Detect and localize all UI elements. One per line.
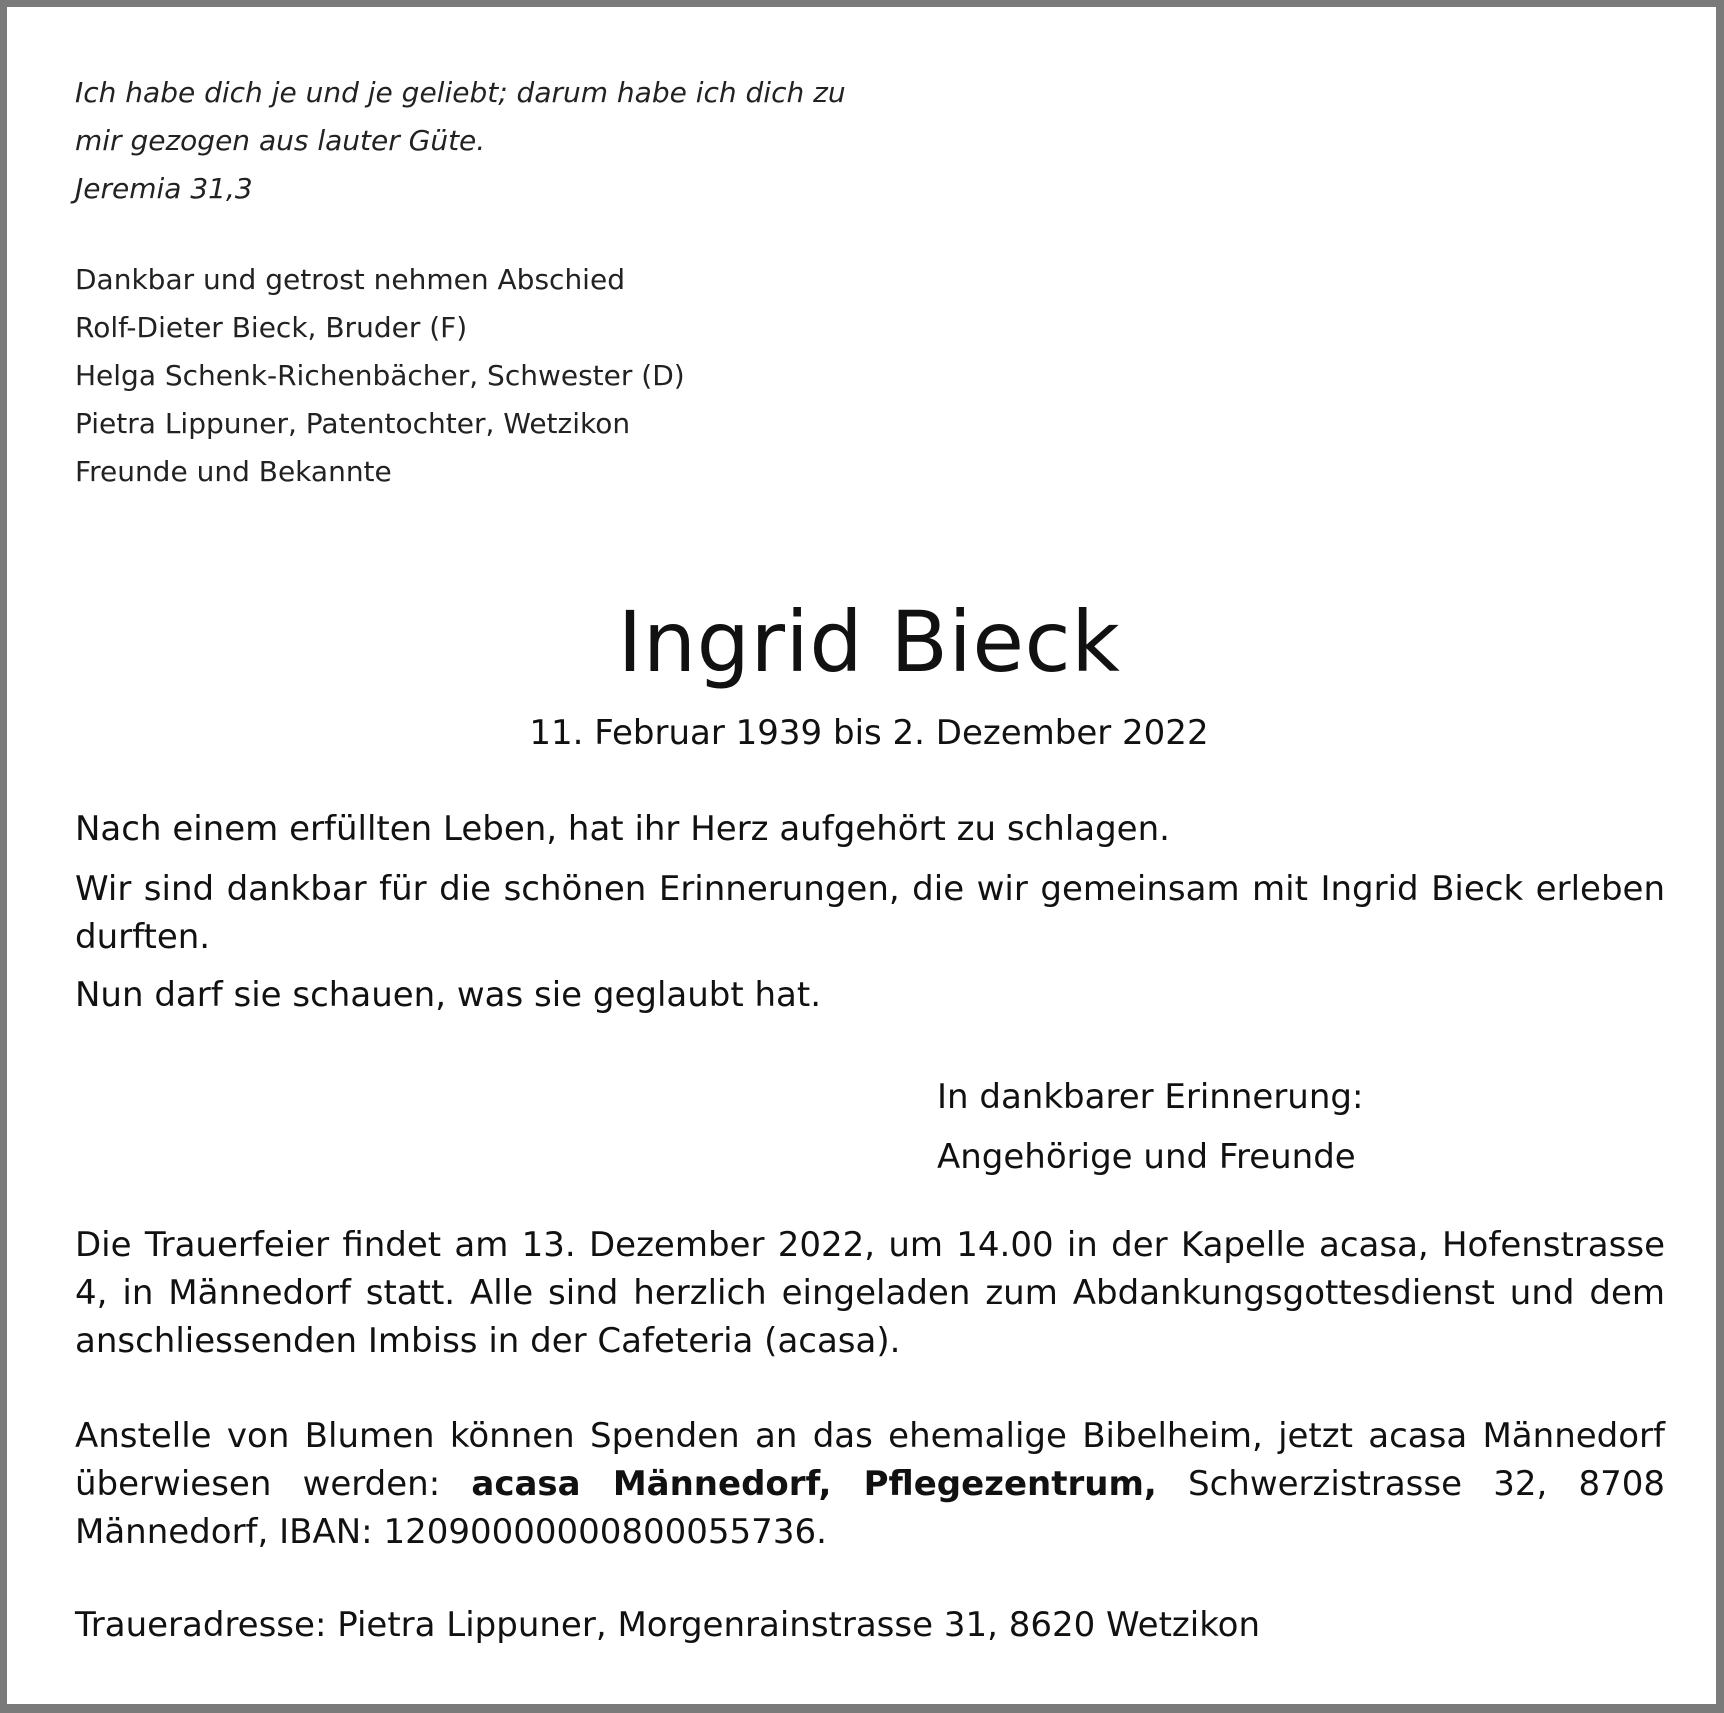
mourners-intro: Dankbar und getrost nehmen Abschied bbox=[75, 263, 625, 296]
mourner-name: Pietra Lippuner, Patentochter, Wetzikon bbox=[75, 407, 631, 440]
life-dates: 11. Februar 1939 bis 2. Dezember 2022 bbox=[529, 713, 1209, 753]
verse-line-2: mir gezogen aus lauter Güte. bbox=[75, 124, 486, 157]
mourner-name: Helga Schenk-Richenbächer, Schwester (D) bbox=[75, 359, 685, 392]
closing-line-2: Angehörige und Freunde bbox=[937, 1137, 1356, 1177]
donations-paragraph bbox=[75, 1412, 1665, 1556]
mourning-address: Traueradresse: Pietra Lippuner, Morgenrainstrasse 31, 8620 Wetzikon bbox=[75, 1605, 1261, 1645]
verse-reference: Jeremia 31,3 bbox=[75, 172, 253, 205]
donations-recipient: acasa Männedorf, Pflegezentrum, bbox=[471, 1464, 1157, 1504]
mourners-list bbox=[75, 256, 685, 496]
mourner-name: Freunde und Bekannte bbox=[75, 455, 392, 488]
deceased-name: Ingrid Bieck bbox=[617, 593, 1121, 691]
closing-line-1: In dankbarer Erinnerung: bbox=[937, 1077, 1364, 1117]
message-paragraph-3: Nun darf sie schauen, was sie geglaubt hat. bbox=[75, 975, 822, 1015]
message-paragraph-1: Nach einem erfüllten Leben, hat ihr Herz aufgehört zu schlagen. bbox=[75, 809, 1170, 849]
ceremony-paragraph: Die Trauerfeier findet am 13. Dezember 2022, um 14.00 in der Kapelle acasa, Hofenstrasse 4, in Männedorf statt. Alle sind herzlich eingeladen zum Abdankungsgottesdienst und dem anschliessenden Imbiss in der Cafeteria (acasa). bbox=[75, 1225, 1665, 1361]
mourner-name: Rolf-Dieter Bieck, Bruder (F) bbox=[75, 311, 468, 344]
verse-line-1: Ich habe dich je und je geliebt; darum habe ich dich zu bbox=[75, 76, 846, 109]
donations-text-before: Anstelle von Blumen können Spenden an das ehemalige Bibelheim, jetzt acasa Männedorf überwiesen werden: bbox=[75, 1416, 1665, 1504]
message-paragraph-2: Wir sind dankbar für die schönen Erinnerungen, die wir gemeinsam mit Ingrid Bieck erleben durften. bbox=[75, 869, 1665, 957]
bible-verse bbox=[75, 69, 846, 213]
donations-text-after: Schwerzistrasse 32, 8708 Männedorf, IBAN: 12090000000800055736. bbox=[75, 1464, 1666, 1552]
closing-signature bbox=[937, 1067, 1363, 1187]
